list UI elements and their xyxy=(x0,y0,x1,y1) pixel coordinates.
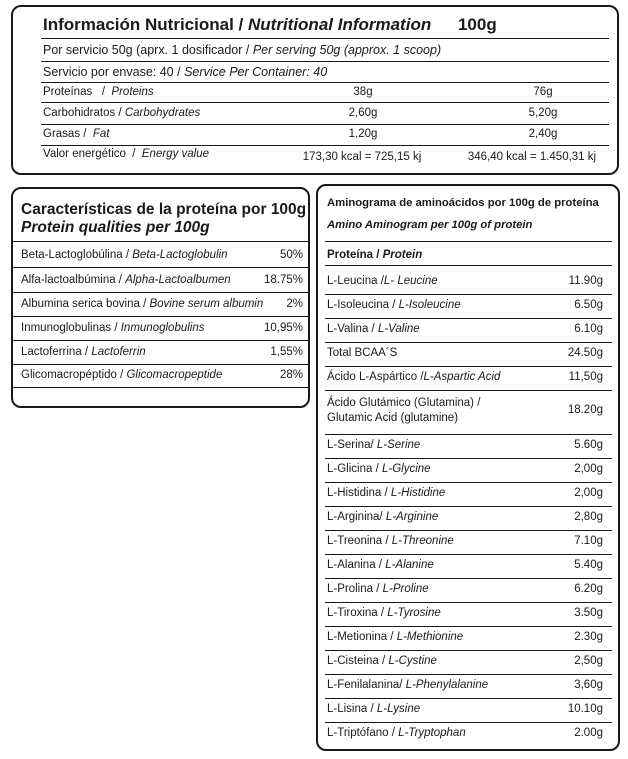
amino-acid-name: L-Arginina/ L-Arginine xyxy=(327,511,439,523)
servings-per-container xyxy=(43,65,327,79)
amino-acid-name: L-Cisteina / L-Cystine xyxy=(327,655,437,667)
nutrient-row-carbohydrates xyxy=(43,107,609,125)
quality-label: Albumina serica bovina / Bovine serum albumin xyxy=(21,298,264,310)
amino-acid-name: L-Valina / L-Valine xyxy=(327,323,420,335)
serving-size-es: Por servicio 50g (aprx. 1 dosificador / xyxy=(43,43,250,57)
amino-acid-name: L-Histidina / L-Histidine xyxy=(327,487,446,499)
amino-acid-value: 2,80g xyxy=(574,511,603,523)
amino-acid-name: L-Alanina / L-Alanine xyxy=(327,559,434,571)
amino-acid-name: L-Isoleucina / L-Isoleucine xyxy=(327,299,461,311)
divider xyxy=(325,241,612,242)
quality-label: Inmunoglobulinas / Inmunoglobulins xyxy=(21,322,205,334)
amino-acid-value: 2,50g xyxy=(574,655,603,667)
amino-acid-name: L-Triptófano / L-Tryptophan xyxy=(327,727,466,739)
divider xyxy=(13,267,308,268)
quality-value: 28% xyxy=(279,369,303,381)
aminogram-panel: Aminograma de aminoácidos por 100g de proteína Amino Aminogram per 100g of protein Proteína / Protein L-Leucina /L- Leucine 11.90g L-Isoleucina / L-Isoleucine 6.50g L-Valina / L-Valine 6.10g Total BCAA´S 24.50g Ácido L-Aspártico /L-Aspartic Acid 11,50g Ácido Glutámico (Glutamina) / Glutamic Acid (glutamine) 18.20g L-Serina/ L-Serine 5.60g L-Glicina / L-Glycine 2,00g L-Histidina / L-Histidine 2,00g L-Arginina/ L-Arginine 2,80g L-Treonina / L-Threonine 7.10g L-Alanina / L-Alanine 5.40g L-Prolina / L-Proline 6.20g L-Tiroxina / L-Tyrosine 3.50g L-Metionina / L-Methionine 2.30g L-Cisteina / L-Cystine 2,50g L-Fenilalanina/ L-Phenylalanine 3,60g L-Lisina / L-Lysine 10.10g L-Triptófano / L-Tryptophan 2.00g xyxy=(316,184,620,751)
divider xyxy=(325,530,612,531)
quality-value: 1,55% xyxy=(270,346,303,358)
divider xyxy=(325,506,612,507)
divider xyxy=(41,124,609,125)
nutrition-title-separator: / xyxy=(238,15,244,34)
amino-acid-name: Total BCAA´S xyxy=(327,347,398,359)
amino-acid-value: 3.50g xyxy=(574,607,603,619)
divider xyxy=(325,626,612,627)
amino-acid-value: 2.00g xyxy=(574,727,603,739)
nutrient-value-100g: 38g xyxy=(353,86,373,98)
quality-value: 2% xyxy=(286,298,303,310)
aminogram-title-en: Amino Aminogram per 100g of protein xyxy=(327,219,533,231)
divider xyxy=(325,698,612,699)
amino-acid-value: 5.40g xyxy=(574,559,603,571)
nutrient-value-100g: 2,60g xyxy=(348,107,378,119)
serving-size-en: Per serving 50g (approx. 1 scoop) xyxy=(252,43,442,57)
divider xyxy=(41,61,609,62)
divider xyxy=(325,602,612,603)
protein-qualities-panel xyxy=(11,187,310,408)
divider xyxy=(13,292,308,293)
quality-value: 50% xyxy=(279,249,303,261)
protein-qualities-title-en: Protein qualities per 100g xyxy=(21,219,210,236)
divider xyxy=(325,390,612,391)
nutrient-row-fat xyxy=(43,128,609,146)
divider xyxy=(325,722,612,723)
nutrient-value-serving: 2,40g xyxy=(528,128,558,140)
divider xyxy=(325,482,612,483)
divider xyxy=(325,458,612,459)
divider xyxy=(325,434,612,435)
nutrition-facts-panel xyxy=(11,5,619,175)
divider xyxy=(13,340,308,341)
nutrition-title-en: Nutritional Information xyxy=(248,15,432,34)
divider xyxy=(13,364,308,365)
amino-acid-name: Ácido Glutámico (Glutamina) / Glutamic Acid (glutamine) xyxy=(327,397,481,424)
divider xyxy=(325,265,612,266)
amino-acid-name: L-Tiroxina / L-Tyrosine xyxy=(327,607,441,619)
amino-acid-value: 3,60g xyxy=(574,679,603,691)
divider xyxy=(41,82,609,83)
amino-acid-value: 10.10g xyxy=(567,703,603,715)
divider xyxy=(13,316,308,317)
quality-label: Beta-Lactoglobúlina / Beta-Lactoglobulin xyxy=(21,249,228,261)
amino-acid-value: 18.20g xyxy=(567,404,603,416)
quality-label: Glicomacropéptido / Glicomacropeptide xyxy=(21,369,223,381)
amino-acid-name: L-Glicina / L-Glycine xyxy=(327,463,431,475)
amino-acid-name: L-Lisina / L-Lysine xyxy=(327,703,421,715)
divider xyxy=(325,294,612,295)
amino-acid-name: L-Prolina / L-Proline xyxy=(327,583,429,595)
amino-acid-name: Ácido L-Aspártico /L-Aspartic Acid xyxy=(327,371,501,383)
divider xyxy=(325,674,612,675)
divider xyxy=(325,366,612,367)
amino-acid-value: 2.30g xyxy=(574,631,603,643)
quality-label: Lactoferrina / Lactoferrin xyxy=(21,346,146,358)
nutrient-label: Carbohidratos / Carbohydrates xyxy=(43,107,201,119)
amino-acid-value: 5.60g xyxy=(574,439,603,451)
divider xyxy=(41,102,609,103)
divider xyxy=(325,318,612,319)
servings-per-container-es: Servicio por envase: 40 / xyxy=(43,65,181,79)
divider xyxy=(13,387,308,388)
nutrient-row-energy xyxy=(43,149,609,167)
divider xyxy=(41,145,609,146)
amino-acid-value: 7.10g xyxy=(574,535,603,547)
amino-acid-value: 11,50g xyxy=(568,371,603,383)
divider xyxy=(325,554,612,555)
nutrition-amount: 100g xyxy=(457,15,497,34)
amino-acid-name: L-Metionina / L-Methionine xyxy=(327,631,464,643)
amino-acid-value: 6.20g xyxy=(574,583,603,595)
quality-value: 18.75% xyxy=(263,274,303,286)
amino-acid-name: L-Fenilalanina/ L-Phenylalanine xyxy=(327,679,489,691)
amino-acid-name: L-Serina/ L-Serine xyxy=(327,439,421,451)
divider xyxy=(325,650,612,651)
amino-acid-value: 24.50g xyxy=(567,347,603,359)
nutrient-label: Valor energético / Energy value xyxy=(43,148,210,160)
nutrition-title xyxy=(43,15,497,35)
amino-acid-value: 11.90g xyxy=(568,275,603,287)
nutrient-value-100g: 173,30 kcal = 725,15 kj xyxy=(302,151,422,163)
nutrient-value-serving: 346,40 kcal = 1.450,31 kj xyxy=(467,151,597,163)
nutrition-title-es: Información Nutricional xyxy=(43,15,234,34)
amino-acid-name: L-Leucina /L- Leucine xyxy=(327,275,438,287)
nutrient-value-serving: 5,20g xyxy=(528,107,558,119)
nutrient-value-100g: 1,20g xyxy=(348,128,378,140)
divider xyxy=(13,241,308,242)
nutrient-label: Grasas / Fat xyxy=(43,128,110,140)
divider xyxy=(325,578,612,579)
quality-label: Alfa-lactoalbúmina / Alpha-Lactoalbumen xyxy=(21,274,231,286)
amino-acid-value: 6.50g xyxy=(574,299,603,311)
divider xyxy=(41,38,609,39)
protein-qualities-title-es: Características de la proteína por 100g xyxy=(21,201,307,218)
amino-acid-value: 2,00g xyxy=(574,463,603,475)
divider xyxy=(325,342,612,343)
quality-value: 10,95% xyxy=(263,322,303,334)
amino-acid-value: 2,00g xyxy=(574,487,603,499)
serving-size xyxy=(43,43,441,57)
amino-acid-name: L-Treonina / L-Threonine xyxy=(327,535,454,547)
nutrient-label: Proteínas / Proteins xyxy=(43,86,154,98)
nutrient-value-serving: 76g xyxy=(533,86,553,98)
aminogram-title-es: Aminograma de aminoácidos por 100g de proteína xyxy=(327,197,599,209)
servings-per-container-en: Service Per Container: 40 xyxy=(184,65,328,79)
amino-acid-value: 6.10g xyxy=(574,323,603,335)
